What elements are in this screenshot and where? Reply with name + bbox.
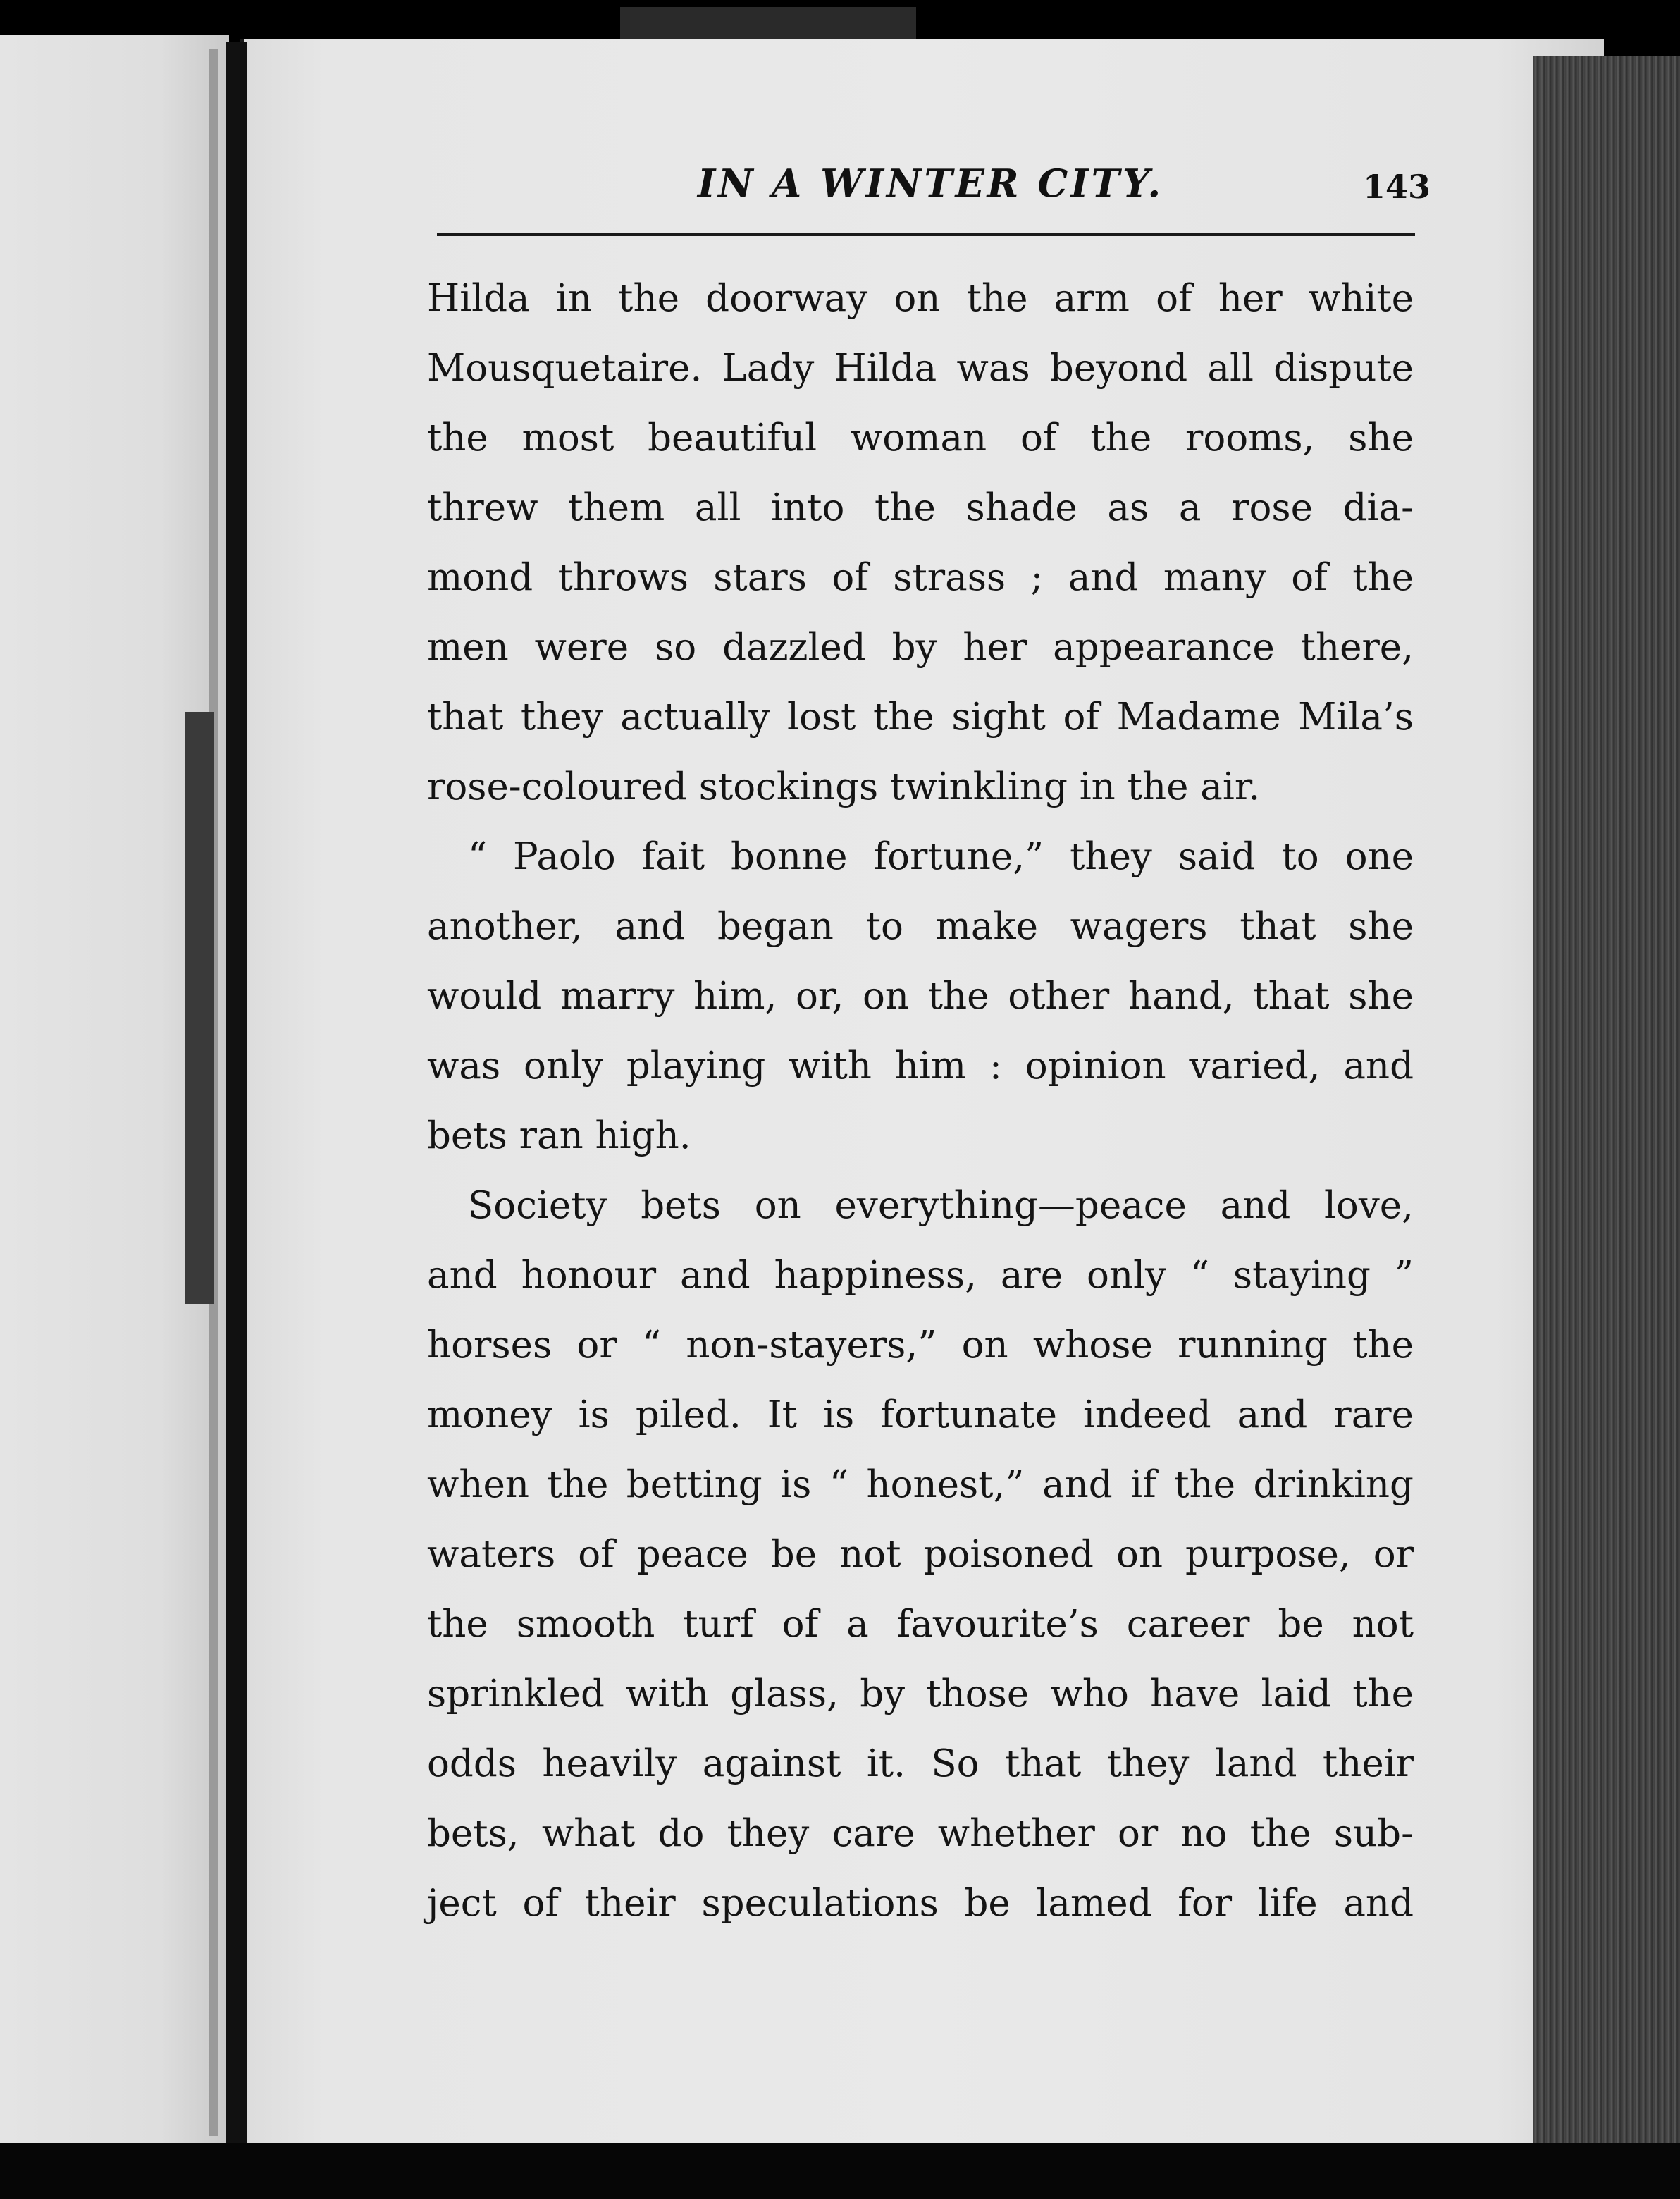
text-line: Mousquetaire. Lady Hilda was beyond all dispute: [427, 347, 1414, 390]
scan-top-strip: [620, 7, 916, 44]
text-line: horses or “ non-stayers,” on whose running the: [427, 1324, 1414, 1367]
text-line: Society bets on everything—peace and love,: [468, 1184, 1414, 1227]
text-line: another, and began to make wagers that she: [427, 905, 1414, 948]
text-line: would marry him, or, on the other hand, that she: [427, 975, 1414, 1018]
text-line: ject of their speculations be lamed for life and: [427, 1882, 1414, 1925]
running-header: IN A WINTER CITY.: [698, 161, 1164, 206]
text-line: the smooth turf of a favourite’s career be not: [427, 1603, 1414, 1646]
text-line: odds heavily against it. So that they land their: [427, 1742, 1414, 1785]
body-text: [427, 264, 1414, 1938]
text-line: was only playing with him : opinion varied, and: [427, 1045, 1414, 1088]
text-line: money is piled. It is fortunate indeed and rare: [427, 1393, 1414, 1436]
book-gutter: [226, 42, 247, 2157]
scan-bottom-border: [0, 2143, 1680, 2199]
text-line: men were so dazzled by her appearance there,: [427, 626, 1414, 669]
text-line: bets, what do they care whether or no the sub-: [427, 1812, 1414, 1855]
text-line: threw them all into the shade as a rose dia-: [427, 486, 1414, 529]
text-line: rose-coloured stockings twinkling in the air.: [427, 765, 1261, 808]
text-line: sprinkled with glass, by those who have laid the: [427, 1673, 1414, 1716]
page-number: 143: [1363, 168, 1431, 206]
text-line: when the betting is “ honest,” and if the drinking: [427, 1463, 1414, 1506]
gutter-shadow: [185, 712, 214, 1304]
text-line: mond throws stars of strass ; and many of the: [427, 556, 1414, 599]
text-line: waters of peace be not poisoned on purpose, or: [427, 1533, 1414, 1576]
text-line: that they actually lost the sight of Madame Mila’s: [427, 696, 1414, 739]
text-line: the most beautiful woman of the rooms, she: [427, 417, 1414, 460]
page-block-edge: [1533, 56, 1680, 2171]
text-line: “ Paolo fait bonne fortune,” they said to one: [468, 835, 1414, 878]
text-line: and honour and happiness, are only “ staying ”: [427, 1254, 1414, 1297]
text-line: Hilda in the doorway on the arm of her white: [427, 277, 1414, 320]
text-line: bets ran high.: [427, 1114, 691, 1157]
header-rule: [437, 233, 1415, 236]
